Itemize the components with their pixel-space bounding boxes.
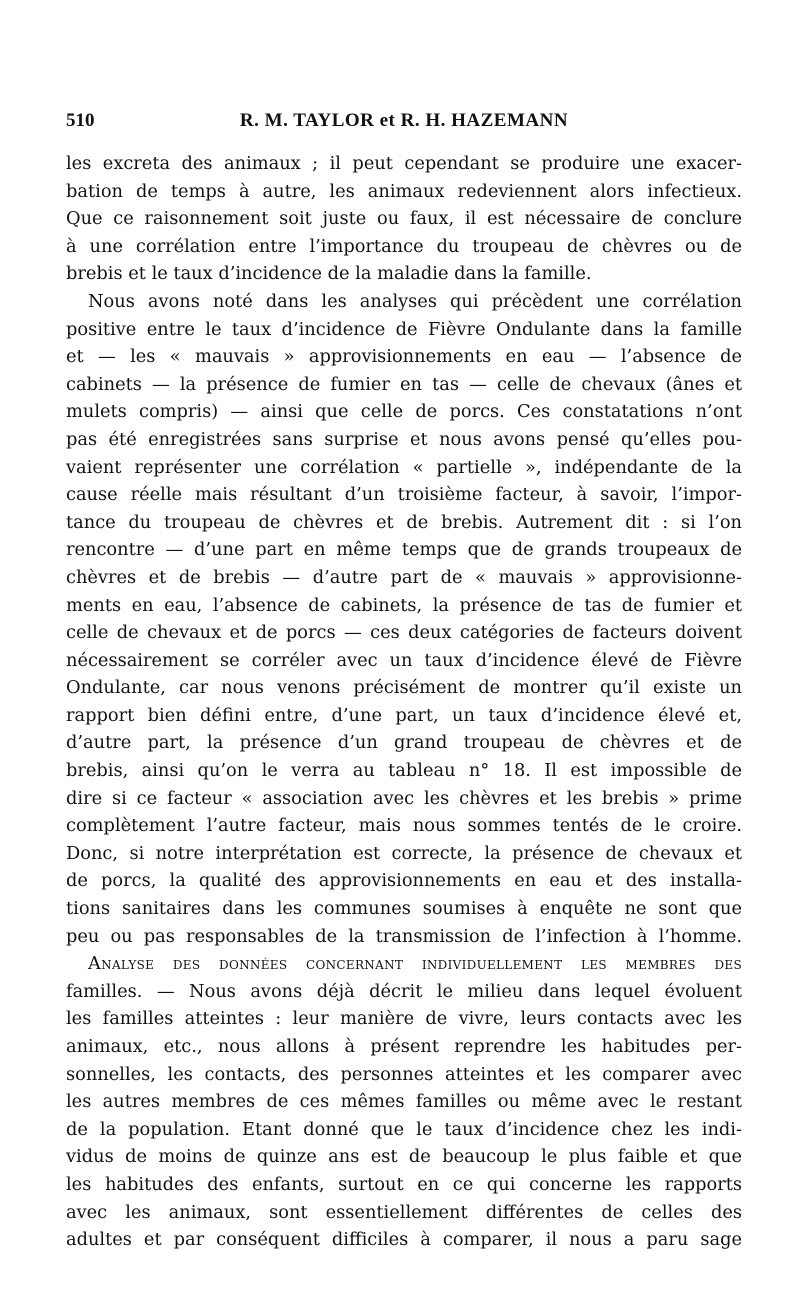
text-line: adultes et par conséquent difficiles à comparer, il nous a paru sage [66,1229,742,1251]
text-line: rapport bien défini entre, d’une part, un taux d’incidence élevé et, [66,704,742,726]
text-line: dire si ce facteur « association avec les chèvres et les brebis » prime [66,787,742,809]
text-line: cabinets — la présence de fumier en tas — celle de chevaux (ânes et [66,373,742,395]
text-line: Donc, si notre interprétation est correcte, la présence de chevaux et [66,842,742,864]
text-line: cause réelle mais résultant d’un troisième facteur, à savoir, l’impor- [66,484,742,506]
page-header [66,110,742,150]
text-line: bation de temps à autre, les animaux redeviennent alors infectieux. [66,180,742,202]
text-line: ments en eau, l’absence de cabinets, la présence de tas de fumier et [66,594,742,616]
text-line: rencontre — d’une part en même temps que de grands troupeaux de [66,539,742,561]
text-line: de la population. Etant donné que le taux d’incidence chez les indi- [66,1118,742,1140]
text-line: chèvres et de brebis — d’autre part de « mauvais » approvisionne- [66,566,742,588]
text-line: Nous avons noté dans les analyses qui précèdent une corrélation [88,290,742,312]
body-text [66,150,742,1254]
text-line: les excreta des animaux ; il peut cependant se produire une exacer- [66,153,742,174]
text-line: tions sanitaires dans les communes soumises à enquête ne sont que [66,898,742,920]
text-line: les habitudes des enfants, surtout en ce qui concerne les rapports [66,1173,742,1195]
text-line: d’autre part, la présence d’un grand troupeau de chèvres et de [66,732,742,754]
text-line: les familles atteintes : leur manière de vivre, leurs contacts avec les [66,1008,742,1030]
text-line: complètement l’autre facteur, mais nous sommes tentés de le croire. [66,815,742,837]
document-page [66,110,742,1254]
text-line: vaient représenter une corrélation « partielle », indépendante de la [66,456,742,478]
text-line: les autres membres de ces mêmes familles ou même avec le restant [66,1091,742,1113]
text-line: brebis et le taux d’incidence de la maladie dans la famille. [66,263,592,285]
running-head: R. M. TAYLOR et R. H. HAZEMANN [239,110,569,131]
text-line: celle de chevaux et de porcs — ces deux catégories de facteurs doivent [66,622,742,644]
text-line: nécessairement se corréler avec un taux d’incidence élevé de Fièvre [66,649,742,671]
text-line: Ondulante, car nous venons précisément de montrer qu’il existe un [66,677,742,699]
text-line: animaux, etc., nous allons à présent reprendre les habitudes per- [66,1036,742,1057]
section-heading-line: Analyse des données concernant individuellement les membres des [88,953,742,975]
text-line: mulets compris) — ainsi que celle de porcs. Ces constatations n’ont [66,401,742,423]
text-line: familles. — Nous avons déjà décrit le milieu dans lequel évoluent [66,980,742,1002]
text-line: tance du troupeau de chèvres et de brebis. Autrement dit : si l’on [66,511,742,533]
text-line: pas été enregistrées sans surprise et nous avons pensé qu’elles pou- [66,428,742,450]
text-line: et — les « mauvais » approvisionnements en eau — l’absence de [66,346,742,368]
text-line: vidus de moins de quinze ans est de beaucoup le plus faible et que [66,1146,742,1168]
text-line: à une corrélation entre l’importance du troupeau de chèvres ou de [66,235,742,257]
text-line: peu ou pas responsables de la transmission de l’infection à l’homme. [66,925,742,947]
text-line: Que ce raisonnement soit juste ou faux, il est nécessaire de conclure [66,208,742,230]
text-line: positive entre le taux d’incidence de Fièvre Ondulante dans la famille [66,318,742,340]
text-line: sonnelles, les contacts, des personnes atteintes et les comparer avec [66,1063,742,1085]
page-number: 510 [66,110,95,131]
text-line: avec les animaux, sont essentiellement différentes de celles des [66,1201,742,1223]
text-line: de porcs, la qualité des approvisionnements en eau et des installa- [66,870,742,892]
text-line: brebis, ainsi qu’on le verra au tableau n° 18. Il est impossible de [66,760,742,782]
